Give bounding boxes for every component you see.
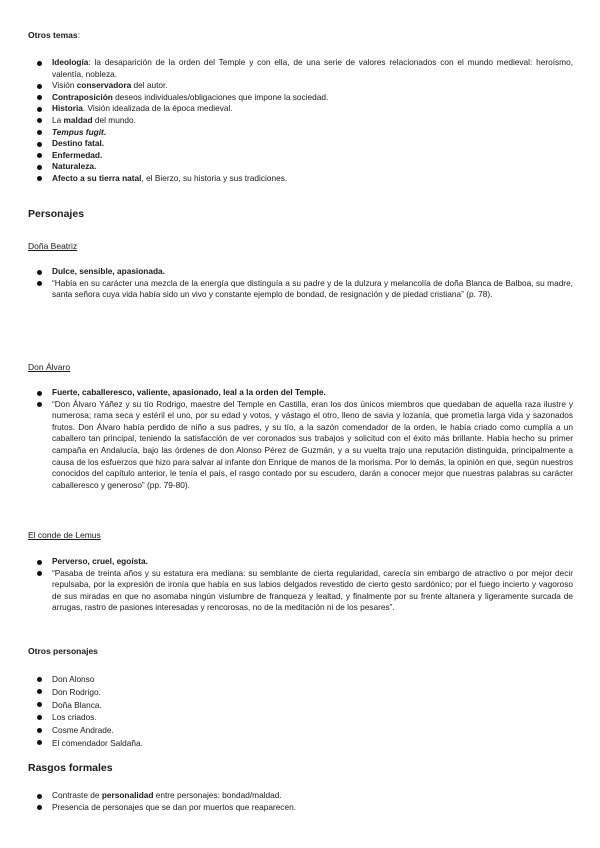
list-item: Afecto a su tierra natal, el Bierzo, su historia y sus tradiciones. (28, 173, 573, 185)
list-item: Dulce, sensible, apasionada. (28, 266, 573, 278)
list-item: “Pasaba de treinta años y su estatura era mediana: su semblante de cierta regularidad, carecía sin embargo de atractivo o por mejor decir repulsaba, por la expresión de ironía que había en sus labios delgados revestido de cierto gesto sardónico; por el fuego incierto y vagoroso de sus miradas en que no asomaba ningún vislumbre de franqueza y lealtad, y finalmente por su frente altanera y ligeramente surcada de arrugas, rastro de pasiones interesadas y rencorosas, no de la meditación ni de los pesares”. (28, 568, 573, 614)
otros-temas-heading: Otros temas: (28, 30, 80, 40)
list-item: Fuerte, caballeresco, valiente, apasionado, leal a la orden del Temple. (28, 387, 573, 399)
list-item: Destino fatal. (28, 138, 573, 150)
list-item: Visión conservadora del autor. (28, 80, 573, 92)
list-item: Los criados. (28, 711, 573, 724)
list-item: Enfermedad. (28, 150, 573, 162)
list-item: La maldad del mundo. (28, 115, 573, 127)
list-item: Ideología: la desaparición de la orden del Temple y con ella, de una serie de valores relacionados con el mundo medieval: heroísmo, valentía, nobleza. (28, 57, 573, 80)
list-item: Tempus fugit. (28, 127, 573, 139)
lemus-heading: El conde de Lemus (28, 530, 101, 540)
alvaro-list (28, 387, 573, 491)
alvaro-heading: Don Álvaro (28, 362, 71, 372)
lemus-list (28, 556, 573, 614)
list-item: Don Rodrigo. (28, 686, 573, 699)
list-item: Doña Blanca. (28, 699, 573, 712)
list-item: Don Alonso (28, 673, 573, 686)
otros-personajes-heading: Otros personajes (28, 646, 98, 656)
list-item: Presencia de personajes que se dan por muertos que reaparecen. (28, 802, 573, 814)
list-item: Naturaleza. (28, 161, 573, 173)
otros-temas-list (28, 57, 573, 185)
list-item: Contraste de personalidad entre personajes: bondad/maldad. (28, 790, 573, 802)
beatriz-heading: Doña Beatriz (28, 241, 78, 251)
list-item: Perverso, cruel, egoísta. (28, 556, 573, 568)
list-item: Historia. Visión idealizada de la época medieval. (28, 103, 573, 115)
list-item: El comendador Saldaña. (28, 737, 573, 750)
list-item: “Don Álvaro Yáñez y su tío Rodrigo, maestre del Temple en Castilla, eran los dos únicos miembros que quedaban de aquella raza ilustre y numerosa; rama seca y estéril el uno, por su edad y votos, y vástago el otro, lleno de savia y lozanía, que prometía larga vida y sazonados frutos. Don Álvaro había perdido de niño a sus padres, y su tío, a la sazón comendador de la orden, le había criado como cumplía a un caballero tan principal, teniendo la satisfacción de ver coronados sus trabajos y solicitud con el éxito más brillante. Había hecho su primer campaña en Andalucía, bajo las órdenes de don Alonso Pérez de Guzmán, y a su vuelta trajo una reputación distinguida, principalmente a causa de los esfuerzos que hizo para salvar al infante don Enrique de manos de la morisma. Por lo demás, la opinión en que, según nuestros conocidos del capítulo anterior, le tenía el país, el rasgo contado por su escudero, darán a conocer mejor que nuestras palabras su carácter caballeresco y generoso” (pp. 79-80). (28, 399, 573, 492)
rasgos-list (28, 790, 573, 813)
rasgos-heading: Rasgos formales (28, 762, 113, 774)
list-item: “Había en su carácter una mezcla de la energía que distinguía a su padre y de la dulzura y melancolía de doña Blanca de Balboa, su madre, santa señora cuya vida había sido un vivo y constante ejemplo de bondad, de resignación y de piedad cristiana” (p. 78). (28, 278, 573, 301)
beatriz-list (28, 266, 573, 301)
list-item: Contraposición deseos individuales/obligaciones que impone la sociedad. (28, 92, 573, 104)
list-item: Cosme Andrade. (28, 724, 573, 737)
personajes-heading: Personajes (28, 208, 85, 220)
otros-personajes-list (28, 673, 573, 750)
